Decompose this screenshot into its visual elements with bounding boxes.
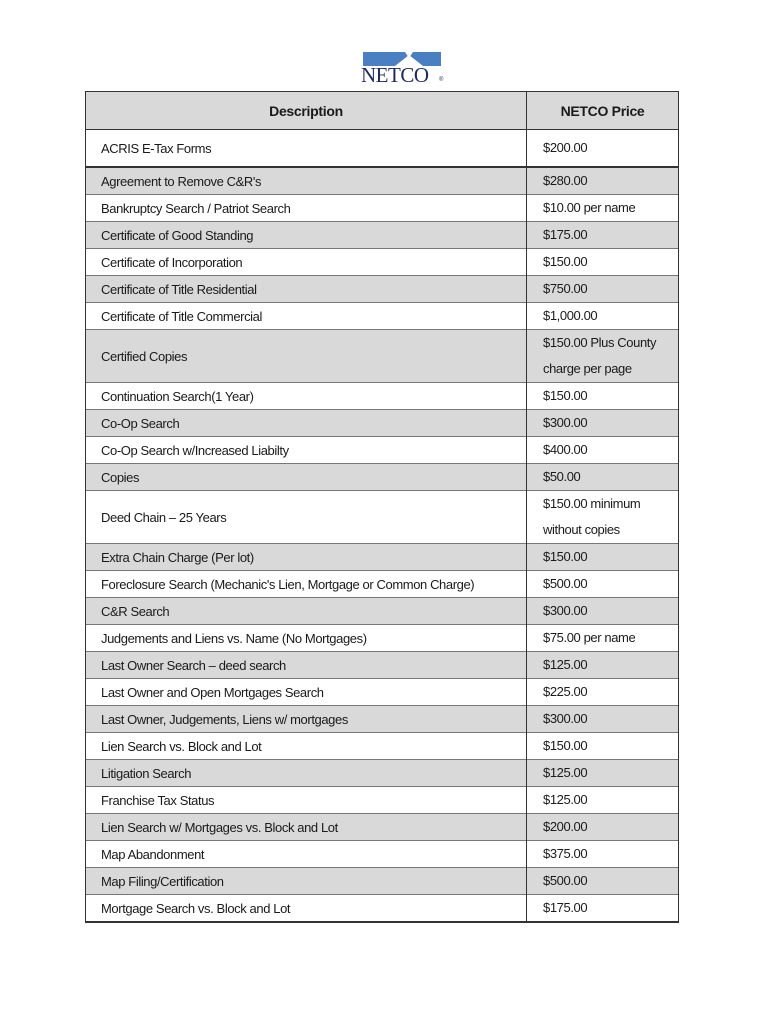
row-description: Last Owner and Open Mortgages Search — [86, 679, 527, 706]
table-row — [86, 868, 679, 895]
row-price: $125.00 — [527, 760, 679, 787]
table-row — [86, 464, 679, 491]
table-row — [86, 222, 679, 249]
table-row — [86, 760, 679, 787]
table-row — [86, 571, 679, 598]
row-description: ACRIS E-Tax Forms — [86, 130, 527, 168]
row-price: $50.00 — [527, 464, 679, 491]
row-price: $300.00 — [527, 706, 679, 733]
table-row — [86, 276, 679, 303]
row-price: $375.00 — [527, 841, 679, 868]
row-price: $75.00 per name — [527, 625, 679, 652]
row-price: $10.00 per name — [527, 195, 679, 222]
table-row — [86, 383, 679, 410]
price-table — [85, 91, 679, 923]
table-row — [86, 733, 679, 760]
row-description: Map Filing/Certification — [86, 868, 527, 895]
row-description: Continuation Search(1 Year) — [86, 383, 527, 410]
row-price: $300.00 — [527, 410, 679, 437]
row-price: $400.00 — [527, 437, 679, 464]
row-price: $150.00 — [527, 383, 679, 410]
row-price: $150.00 Plus County charge per page — [527, 330, 679, 383]
row-price: $125.00 — [527, 652, 679, 679]
table-row — [86, 679, 679, 706]
table-row — [86, 303, 679, 330]
table-row — [86, 895, 679, 923]
row-description: Judgements and Liens vs. Name (No Mortgages) — [86, 625, 527, 652]
row-description: Agreement to Remove C&R's — [86, 167, 527, 195]
row-price: $1,000.00 — [527, 303, 679, 330]
row-description: Certificate of Incorporation — [86, 249, 527, 276]
table-row — [86, 130, 679, 168]
description-column-header: Description — [86, 92, 527, 130]
row-description: Mortgage Search vs. Block and Lot — [86, 895, 527, 923]
row-description: Copies — [86, 464, 527, 491]
row-price: $125.00 — [527, 787, 679, 814]
row-price: $150.00 minimum without copies — [527, 491, 679, 544]
table-row — [86, 706, 679, 733]
row-description: Lien Search vs. Block and Lot — [86, 733, 527, 760]
row-price: $150.00 — [527, 733, 679, 760]
row-price: $500.00 — [527, 571, 679, 598]
row-description: Extra Chain Charge (Per lot) — [86, 544, 527, 571]
table-row — [86, 544, 679, 571]
table-row — [86, 787, 679, 814]
registered-mark: ® — [439, 77, 444, 83]
table-header-row — [86, 92, 679, 130]
row-description: Deed Chain – 25 Years — [86, 491, 527, 544]
row-description: Certificate of Title Residential — [86, 276, 527, 303]
row-description: Certificate of Title Commercial — [86, 303, 527, 330]
row-description: Bankruptcy Search / Patriot Search — [86, 195, 527, 222]
row-price: $200.00 — [527, 814, 679, 841]
row-price: $150.00 — [527, 249, 679, 276]
row-price: $300.00 — [527, 598, 679, 625]
price-column-header: NETCO Price — [527, 92, 679, 130]
row-price: $225.00 — [527, 679, 679, 706]
row-description: Litigation Search — [86, 760, 527, 787]
row-description: Co-Op Search w/Increased Liabilty — [86, 437, 527, 464]
row-price: $175.00 — [527, 222, 679, 249]
row-description: Foreclosure Search (Mechanic's Lien, Mortgage or Common Charge) — [86, 571, 527, 598]
row-description: Franchise Tax Status — [86, 787, 527, 814]
row-description: Last Owner, Judgements, Liens w/ mortgages — [86, 706, 527, 733]
table-row — [86, 410, 679, 437]
row-description: Lien Search w/ Mortgages vs. Block and Lot — [86, 814, 527, 841]
row-description: Certified Copies — [86, 330, 527, 383]
table-row — [86, 814, 679, 841]
table-row — [86, 167, 679, 195]
table-row — [86, 195, 679, 222]
row-price: $150.00 — [527, 544, 679, 571]
row-price: $280.00 — [527, 167, 679, 195]
table-row — [86, 652, 679, 679]
row-description: Last Owner Search – deed search — [86, 652, 527, 679]
row-description: C&R Search — [86, 598, 527, 625]
row-price: $200.00 — [527, 130, 679, 168]
table-row — [86, 841, 679, 868]
table-row — [86, 491, 679, 544]
table-row — [86, 249, 679, 276]
row-description: Co-Op Search — [86, 410, 527, 437]
table-row — [86, 330, 679, 383]
row-price: $750.00 — [527, 276, 679, 303]
logo-wordmark: NETCO — [361, 63, 429, 87]
row-description: Certificate of Good Standing — [86, 222, 527, 249]
row-price: $500.00 — [527, 868, 679, 895]
row-price: $175.00 — [527, 895, 679, 923]
row-description: Map Abandonment — [86, 841, 527, 868]
netco-logo — [361, 50, 445, 90]
table-row — [86, 437, 679, 464]
price-table-body — [86, 130, 679, 923]
table-row — [86, 625, 679, 652]
table-row — [86, 598, 679, 625]
